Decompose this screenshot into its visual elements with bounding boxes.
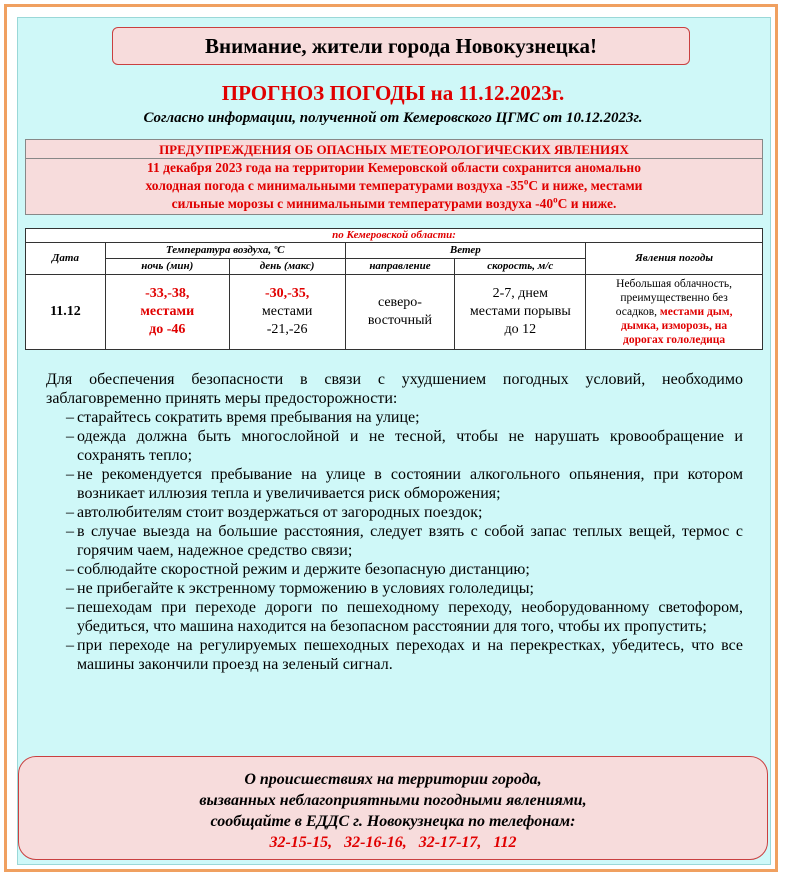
header-speed: скорость, м/с (455, 259, 586, 275)
cell-date: 11.12 (26, 275, 106, 350)
cell-wind-direction: северо- восточный (345, 275, 455, 350)
list-item: – не прибегайте к экстренному торможению в условиях гололедицы; (66, 580, 534, 597)
hazard-warning-title: ПРЕДУПРЕЖДЕНИЯ ОБ ОПАСНЫХ МЕТЕОРОЛОГИЧЕСКИХ ЯВЛЕНИЯХ (26, 141, 762, 159)
list-item: – автолюбителям стоит воздержаться от загородных поездок; (66, 504, 483, 521)
header-temperature: Температура воздуха, ºС (105, 243, 345, 259)
safety-tips-list (46, 408, 743, 674)
contact-line: вызванных неблагоприятными погодными явлениями, (199, 792, 587, 809)
list-item: – соблюдайте скоростной режим и держите безопасную дистанцию; (66, 561, 530, 578)
safety-intro: Для обеспечения безопасности в связи с ухудшением погодных условий, необходимо заблаговременно принять меры предосторожности: (46, 371, 743, 407)
hazard-warning-box (25, 139, 763, 215)
forecast-title: ПРОГНОЗ ПОГОДЫ на 11.12.2023г. (221, 81, 565, 105)
list-item: – при переходе на регулируемых пешеходных переходах и на перекрестках, убедитесь, что все машины закончили проезд на зеленый сигнал. (66, 637, 743, 673)
cell-phenomena: Небольшая облачность, преимущественно без осадков, местами дым, дымка, изморозь, на дорогах гололедица (586, 275, 763, 350)
list-item: – в случае выезда на большие расстояния, следует взять с собой запас теплых вещей, термос с горячим чаем, надежное средство связи; (66, 523, 743, 559)
cell-night-temp: -33,-38, местами до -46 (105, 275, 229, 350)
list-item: – не рекомендуется пребывание на улице в состоянии алкогольного опьянения, при котором возникает иллюзия тепла и увеличивается риск обморожения; (66, 466, 743, 502)
contact-phones: 32-15-15, 32-16-16, 32-17-17, 112 (269, 834, 517, 851)
safety-advice (46, 370, 743, 674)
table-region-header: по Кемеровской области: (26, 229, 763, 243)
contact-line: О происшествиях на территории города, (244, 771, 542, 788)
list-item: – одежда должна быть многослойной и не тесной, чтобы не нарушать кровообращение и сохранять тепло; (66, 428, 743, 464)
header-wind: Ветер (345, 243, 586, 259)
header-date: Дата (26, 243, 106, 275)
header-direction: направление (345, 259, 455, 275)
table-row (26, 275, 763, 350)
contact-line: сообщайте в ЕДДС г. Новокузнецка по телефонам: (210, 813, 576, 830)
header-night: ночь (мин) (105, 259, 229, 275)
header-phenomena: Явления погоды (586, 243, 763, 275)
contact-box (18, 756, 768, 860)
warning-line: холодная погода с минимальными температурами воздуха $-35^оС$ и ниже, местами (145, 176, 643, 193)
cell-day-temp: -30,-35, местами -21,-26 (229, 275, 345, 350)
cell-wind-speed: 2-7, днем местами порывы до 12 (455, 275, 586, 350)
attention-banner: Внимание, жители города Новокузнецка! (112, 27, 690, 65)
header-day: день (макс) (229, 259, 345, 275)
list-item: – старайтесь сократить время пребывания на улице; (66, 409, 420, 426)
hazard-warning-text (26, 159, 762, 213)
list-item: – пешеходам при переходе дороги по пешеходному переходу, необорудованному светофором, убедиться, что машина находится на безопасном расстоянии для того, чтобы их пропустить; (66, 599, 743, 635)
forecast-table (25, 228, 763, 350)
forecast-source: Согласно информации, полученной от Кемеровского ЦГМС от 10.12.2023г. (143, 110, 643, 126)
warning-line: 11 декабря 2023 года на территории Кемеровской области сохранится аномально (147, 160, 641, 175)
warning-line: сильные морозы с минимальными температурами воздуха $-40^оС$ и ниже. (171, 194, 617, 211)
